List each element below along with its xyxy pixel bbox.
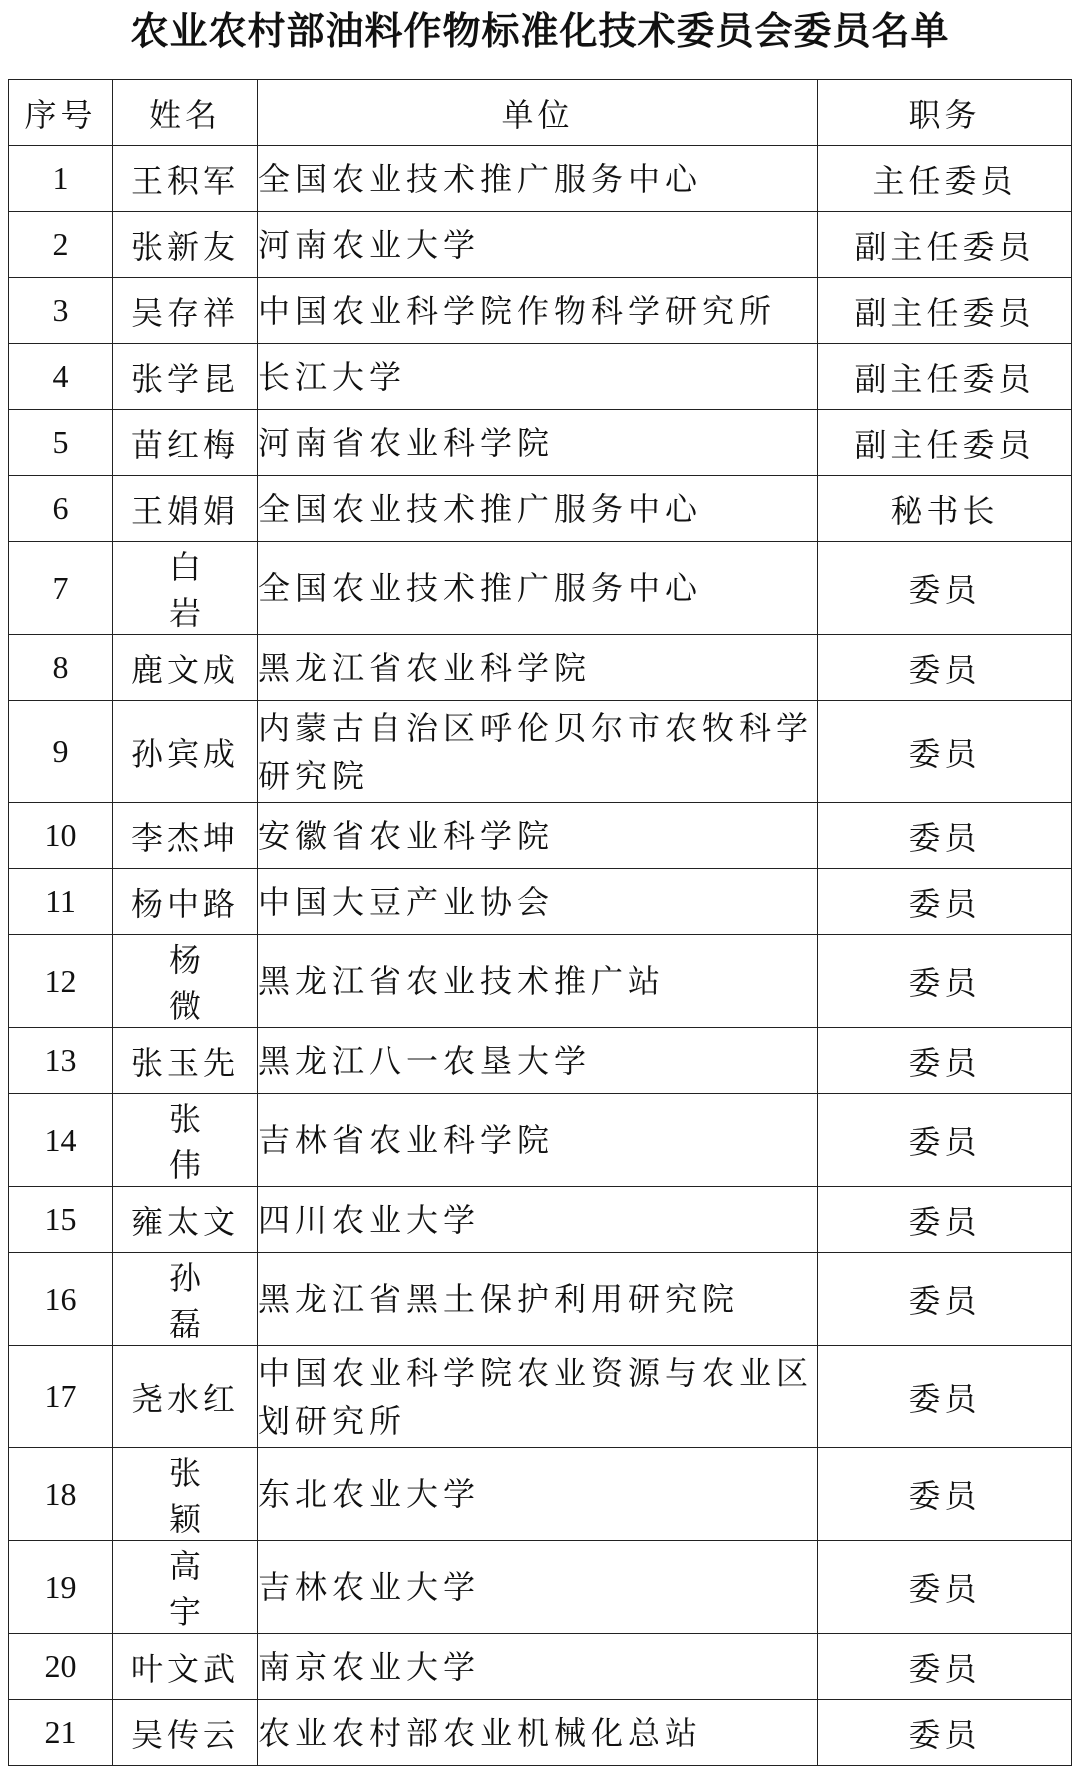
cell-name: 苗红梅 (113, 410, 258, 476)
cell-name: 王积军 (113, 146, 258, 212)
cell-unit: 南京农业大学 (258, 1634, 818, 1700)
cell-unit: 黑龙江省农业技术推广站 (258, 935, 818, 1028)
cell-unit: 中国大豆产业协会 (258, 869, 818, 935)
cell-name: 王娟娟 (113, 476, 258, 542)
header-name: 姓名 (113, 80, 258, 146)
header-unit: 单位 (258, 80, 818, 146)
cell-unit: 吉林省农业科学院 (258, 1094, 818, 1187)
table-row (9, 1541, 1072, 1634)
cell-duty: 委员 (818, 1541, 1072, 1634)
header-seq: 序号 (9, 80, 113, 146)
table-row (9, 146, 1072, 212)
cell-name: 孙宾成 (113, 701, 258, 803)
cell-duty: 副主任委员 (818, 278, 1072, 344)
table-row (9, 278, 1072, 344)
cell-unit: 河南农业大学 (258, 212, 818, 278)
table-row (9, 635, 1072, 701)
cell-duty: 主任委员 (818, 146, 1072, 212)
cell-name: 高宇 (113, 1541, 258, 1634)
cell-name: 雍太文 (113, 1187, 258, 1253)
cell-unit: 安徽省农业科学院 (258, 803, 818, 869)
cell-unit: 东北农业大学 (258, 1448, 818, 1541)
cell-name: 鹿文成 (113, 635, 258, 701)
cell-seq: 16 (9, 1253, 113, 1346)
cell-duty: 委员 (818, 1700, 1072, 1766)
cell-name: 张新友 (113, 212, 258, 278)
cell-seq: 12 (9, 935, 113, 1028)
cell-duty: 委员 (818, 701, 1072, 803)
table-row (9, 1253, 1072, 1346)
cell-name: 张学昆 (113, 344, 258, 410)
table-row (9, 869, 1072, 935)
cell-seq: 19 (9, 1541, 113, 1634)
table-row (9, 1094, 1072, 1187)
cell-name: 张玉先 (113, 1028, 258, 1094)
cell-duty: 委员 (818, 1346, 1072, 1448)
cell-name: 吴传云 (113, 1700, 258, 1766)
table-row (9, 1028, 1072, 1094)
cell-unit: 吉林农业大学 (258, 1541, 818, 1634)
cell-name: 尧水红 (113, 1346, 258, 1448)
member-table (8, 79, 1072, 1766)
cell-duty: 委员 (818, 635, 1072, 701)
cell-unit: 全国农业技术推广服务中心 (258, 476, 818, 542)
cell-seq: 14 (9, 1094, 113, 1187)
cell-name: 杨中路 (113, 869, 258, 935)
cell-seq: 6 (9, 476, 113, 542)
cell-seq: 4 (9, 344, 113, 410)
cell-unit: 黑龙江省农业科学院 (258, 635, 818, 701)
cell-name: 杨微 (113, 935, 258, 1028)
table-row (9, 542, 1072, 635)
cell-unit: 内蒙古自治区呼伦贝尔市农牧科学研究院 (258, 701, 818, 803)
cell-name: 白岩 (113, 542, 258, 635)
cell-name: 李杰坤 (113, 803, 258, 869)
table-body (9, 146, 1072, 1766)
table-row (9, 1700, 1072, 1766)
cell-unit: 全国农业技术推广服务中心 (258, 146, 818, 212)
cell-duty: 委员 (818, 1094, 1072, 1187)
cell-seq: 15 (9, 1187, 113, 1253)
cell-seq: 3 (9, 278, 113, 344)
cell-duty: 副主任委员 (818, 344, 1072, 410)
table-row (9, 803, 1072, 869)
table-row (9, 1346, 1072, 1448)
cell-duty: 委员 (818, 1448, 1072, 1541)
cell-unit: 全国农业技术推广服务中心 (258, 542, 818, 635)
cell-unit: 四川农业大学 (258, 1187, 818, 1253)
table-row (9, 212, 1072, 278)
cell-unit: 中国农业科学院作物科学研究所 (258, 278, 818, 344)
table-row (9, 935, 1072, 1028)
cell-name: 张伟 (113, 1094, 258, 1187)
cell-seq: 1 (9, 146, 113, 212)
cell-duty: 委员 (818, 1187, 1072, 1253)
cell-seq: 17 (9, 1346, 113, 1448)
table-row (9, 1187, 1072, 1253)
cell-duty: 委员 (818, 1253, 1072, 1346)
cell-name: 吴存祥 (113, 278, 258, 344)
page-title: 农业农村部油料作物标准化技术委员会委员名单 (130, 9, 950, 53)
cell-seq: 2 (9, 212, 113, 278)
cell-unit: 农业农村部农业机械化总站 (258, 1700, 818, 1766)
cell-name: 叶文武 (113, 1634, 258, 1700)
cell-unit: 河南省农业科学院 (258, 410, 818, 476)
table-header (9, 80, 1072, 146)
cell-unit: 长江大学 (258, 344, 818, 410)
cell-seq: 11 (9, 869, 113, 935)
cell-duty: 副主任委员 (818, 212, 1072, 278)
cell-seq: 20 (9, 1634, 113, 1700)
cell-seq: 21 (9, 1700, 113, 1766)
cell-seq: 13 (9, 1028, 113, 1094)
table-row (9, 410, 1072, 476)
cell-seq: 10 (9, 803, 113, 869)
cell-unit: 黑龙江省黑土保护利用研究院 (258, 1253, 818, 1346)
cell-duty: 委员 (818, 935, 1072, 1028)
cell-name: 孙磊 (113, 1253, 258, 1346)
cell-duty: 秘书长 (818, 476, 1072, 542)
table-row (9, 344, 1072, 410)
cell-unit: 黑龙江八一农垦大学 (258, 1028, 818, 1094)
cell-duty: 委员 (818, 803, 1072, 869)
cell-duty: 委员 (818, 1028, 1072, 1094)
table-row (9, 701, 1072, 803)
cell-seq: 8 (9, 635, 113, 701)
cell-seq: 18 (9, 1448, 113, 1541)
cell-name: 张颖 (113, 1448, 258, 1541)
cell-duty: 委员 (818, 869, 1072, 935)
cell-duty: 委员 (818, 1634, 1072, 1700)
cell-unit: 中国农业科学院农业资源与农业区划研究所 (258, 1346, 818, 1448)
header-row (9, 80, 1072, 146)
table-row (9, 1634, 1072, 1700)
cell-seq: 7 (9, 542, 113, 635)
table-row (9, 476, 1072, 542)
cell-duty: 委员 (818, 542, 1072, 635)
cell-seq: 9 (9, 701, 113, 803)
cell-seq: 5 (9, 410, 113, 476)
header-duty: 职务 (818, 80, 1072, 146)
cell-duty: 副主任委员 (818, 410, 1072, 476)
table-row (9, 1448, 1072, 1541)
